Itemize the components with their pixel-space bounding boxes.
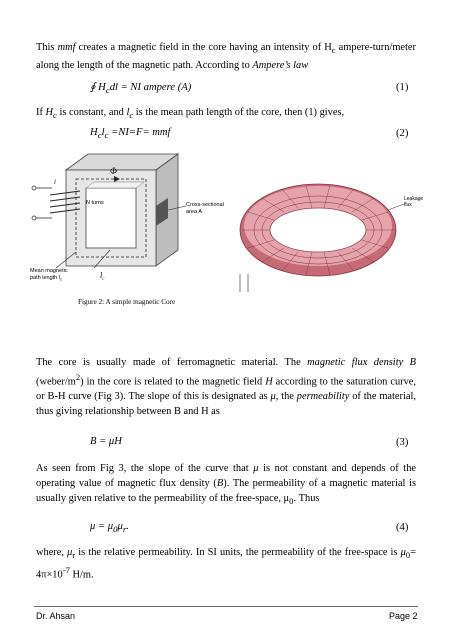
phi-label: Φ bbox=[110, 166, 117, 176]
text: according to the saturation curve, or B-H curve (Fig 3). The slope of this is designated as bbox=[36, 376, 417, 403]
text: ampere-turn/meter along the length of the magnetic path. According to bbox=[36, 42, 416, 72]
toroid-figure bbox=[228, 170, 428, 298]
eq-sub: 0 bbox=[113, 524, 118, 535]
leakage-label: Leakage flux bbox=[404, 196, 424, 208]
hc: H bbox=[45, 107, 54, 118]
superscript: 2 bbox=[75, 372, 81, 382]
mmf-term: mmf bbox=[57, 42, 76, 53]
h-term: H bbox=[265, 376, 273, 388]
equation-4 bbox=[90, 521, 129, 534]
eq-sub: c bbox=[105, 85, 110, 96]
text: ). The permeability of a magnetic material is usually given relative to the permeability of the free-space, μ bbox=[36, 478, 416, 504]
subscript: c bbox=[331, 45, 336, 56]
text: If bbox=[36, 107, 46, 118]
paragraph-constant bbox=[36, 105, 416, 123]
text: The core is usually made of ferromagnetic material. The bbox=[36, 357, 308, 368]
equation-3-number: (3) bbox=[396, 437, 409, 448]
lc-label: $l_c$ bbox=[100, 271, 105, 282]
eq-text: H bbox=[90, 127, 98, 138]
paragraph-slope bbox=[36, 461, 416, 509]
paragraph-relative-permeability bbox=[36, 545, 416, 583]
current-label: i bbox=[54, 178, 56, 186]
text: where, bbox=[36, 547, 68, 558]
eq-sub: r bbox=[122, 524, 127, 535]
equation-2 bbox=[90, 127, 171, 140]
eq-text: μ = μ bbox=[90, 521, 114, 532]
permeability-term: permeability bbox=[296, 391, 350, 403]
subscript: 0 bbox=[405, 550, 411, 561]
text: This bbox=[36, 42, 58, 53]
flux-density-term: magnetic flux density B bbox=[307, 357, 417, 368]
text: = 4π×10 bbox=[36, 547, 416, 581]
eq-text: dl = NI ampere (A) bbox=[109, 82, 192, 93]
subscript: r bbox=[72, 550, 76, 561]
text: of the material, thus giving relationship between B and H as bbox=[36, 391, 416, 418]
n-turns-label: N turns bbox=[86, 200, 104, 206]
text: . Thus bbox=[293, 493, 320, 504]
subscript: c bbox=[129, 110, 134, 121]
mu: μ bbox=[67, 547, 73, 558]
equation-2-number: (2) bbox=[396, 128, 409, 139]
mu: μ bbox=[253, 463, 259, 474]
mu0: μ bbox=[400, 547, 406, 558]
text: is the mean path length of the core, then (1) gives, bbox=[133, 107, 345, 118]
mean-path-label: Mean magnetic path length $l_c$ bbox=[30, 268, 68, 282]
superscript: -7 bbox=[62, 565, 70, 576]
text: creates a magnetic field in the core having an intensity of H bbox=[75, 42, 332, 53]
footer-divider bbox=[34, 606, 418, 607]
text: H/m. bbox=[69, 569, 94, 581]
eq-text: B = μH bbox=[90, 436, 122, 447]
text: ) in the core is related to the magnetic field bbox=[80, 376, 266, 388]
amperes-law-term: Ampere’s law bbox=[252, 60, 309, 72]
eq-text: . bbox=[126, 521, 129, 532]
lc: l bbox=[126, 107, 130, 118]
text: is constant, and bbox=[56, 107, 127, 118]
equation-1-number: (1) bbox=[396, 82, 409, 93]
eq-text: =NI=F= mmf bbox=[108, 127, 171, 138]
equation-1 bbox=[90, 81, 191, 95]
eq-text: μ bbox=[117, 521, 123, 532]
footer-page-number: Page 2 bbox=[389, 611, 418, 621]
equation-3 bbox=[90, 436, 122, 447]
subscript: c bbox=[53, 110, 57, 121]
cross-section-label: Cross-sectional area A bbox=[186, 202, 224, 215]
eq-text: l bbox=[101, 127, 105, 138]
text: As seen from Fig 3, the slope of the curve that bbox=[36, 463, 254, 474]
equation-4-number: (4) bbox=[396, 522, 409, 533]
figure-caption: Figure 2: A simple magnetic Core bbox=[78, 298, 176, 306]
footer-author: Dr. Ahsan bbox=[36, 611, 76, 621]
text: is the relative permeability. In SI units, the permeability of the free-space is bbox=[75, 547, 401, 558]
eq-sub: c bbox=[104, 130, 109, 141]
paragraph-intro bbox=[36, 40, 416, 73]
eq-text: ∮ H bbox=[90, 82, 106, 93]
subscript: 0 bbox=[289, 496, 294, 507]
mu: μ bbox=[270, 391, 276, 403]
b-term: B bbox=[216, 478, 224, 489]
text: , the bbox=[275, 391, 297, 403]
text: is not constant and depends of the operating value of magnetic flux density ( bbox=[36, 463, 416, 489]
text: (weber/m bbox=[36, 376, 76, 388]
eq-sub: c bbox=[97, 130, 102, 141]
paragraph-flux-density bbox=[36, 355, 416, 419]
magnetic-core-figure bbox=[28, 148, 224, 308]
